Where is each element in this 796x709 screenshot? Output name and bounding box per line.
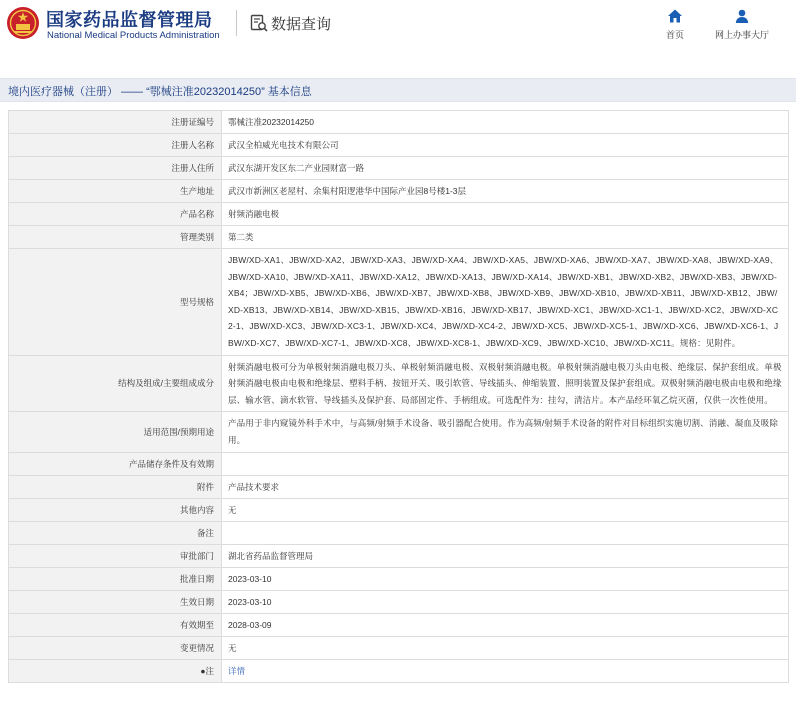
row-value: 武汉市新洲区老屋村、余集村阳逻港华中国际产业园8号楼1-3层 [222,180,789,203]
row-value: 无 [222,498,789,521]
row-label: 批准日期 [9,567,222,590]
row-label: 管理类别 [9,226,222,249]
bullet-icon: ● [200,665,206,676]
org-name-cn: 国家药品监督管理局 [46,10,213,30]
site-header [0,0,796,48]
table-row [9,157,789,180]
row-value: 射频消融电极可分为单极射频消融电极刀头、单极射频消融电极、双极射频消融电极。单极射频消融电极刀头由电极、绝缘层、保护套组成。单极射频消融电极由电极和绝缘层、塑料手柄、按钮开关、吸引软管、导线插头、伸缩装置、照明装置及保护套组成。双极射频消融电极由电极和绝缘层、输水管、滴水软管、导线插头及保护套、局部固定件、手柄组成。可选配件为：挂勾，清洁片。本产品经环氧乙烷灭菌，仅供一次性使用。 [222,355,789,412]
row-label: 生产地址 [9,180,222,203]
row-label: 结构及组成/主要组成成分 [9,355,222,412]
row-label: 变更情况 [9,636,222,659]
record-title-bar [0,78,796,102]
row-value: 武汉东湖开发区东二产业园财富一路 [222,157,789,180]
national-emblem-icon [6,6,40,40]
table-row [9,544,789,567]
row-value: 2023-03-10 [222,590,789,613]
row-value: 湖北省药品监督管理局 [222,544,789,567]
table-row [9,412,789,452]
registration-info-table [8,110,789,683]
table-row [9,521,789,544]
table-row [9,475,789,498]
row-label: 备注 [9,521,222,544]
row-value: 射频消融电极 [222,203,789,226]
note-value-cell [222,659,789,682]
table-row [9,613,789,636]
row-label: 审批部门 [9,544,222,567]
table-row [9,111,789,134]
table-row-note [9,659,789,682]
table-row [9,180,789,203]
row-value: 鄂械注准20232014250 [222,111,789,134]
header-divider [236,10,237,36]
row-value: 产品用于非内窥镜外科手术中，与高频/射频手术设备、吸引器配合使用。作为高频/射频手术设备的附件对目标组织实施切割、消融、凝血及吸除用。 [222,412,789,452]
nav-online-office-label: 网上办事大厅 [714,30,769,40]
document-search-icon [250,14,268,32]
row-value [222,452,789,475]
nav-home-label: 首页 [665,30,684,40]
table-row [9,636,789,659]
row-label: 适用范围/预期用途 [9,412,222,452]
nav-home-button[interactable] [656,8,694,41]
row-value: 2028-03-09 [222,613,789,636]
table-row [9,452,789,475]
row-value [222,521,789,544]
row-label: 产品名称 [9,203,222,226]
page-section-title: 数据查询 [271,16,332,33]
row-value: 无 [222,636,789,659]
row-value: 武汉全柏威光电技术有限公司 [222,134,789,157]
row-label: 有效期至 [9,613,222,636]
note-label: 注 [205,665,214,676]
table-row [9,203,789,226]
note-label-cell [9,659,222,682]
nav-online-office-button[interactable] [706,8,778,41]
row-value: 第二类 [222,226,789,249]
row-label: 其他内容 [9,498,222,521]
row-value: 2023-03-10 [222,567,789,590]
row-label: 注册证编号 [9,111,222,134]
table-row [9,134,789,157]
table-row [9,226,789,249]
row-value: 产品技术要求 [222,475,789,498]
row-label: 产品储存条件及有效期 [9,452,222,475]
row-label: 型号规格 [9,249,222,356]
details-link[interactable]: 详情 [228,665,246,676]
row-label: 注册人名称 [9,134,222,157]
user-icon [734,8,750,24]
row-label: 附件 [9,475,222,498]
table-row [9,498,789,521]
row-value: JBW/XD-XA1、JBW/XD-XA2、JBW/XD-XA3、JBW/XD-XA4、JBW/XD-XA5、JBW/XD-XA6、JBW/XD-XA7、JBW/XD-XA8、JBW/XD-XA9、JBW/XD-XA10、JBW/XD-XA11、JBW/XD-XA12、JBW/XD-XA13、JBW/XD-XA14、JBW/XD-XB1、JBW/XD-XB2、JBW/XD-XB3、JBW/XD-XB4；JBW/XD-XB5、JBW/XD-XB6、JBW/XD-XB7、JBW/XD-XB8、JBW/XD-XB9、JBW/XD-XB10、JBW/XD-XB11、JBW/XD-XB12、JBW/XD-XB13、JBW/XD-XB14、JBW/XD-XB15、JBW/XD-XB16、JBW/XD-XB17、JBW/XD-XC1、JBW/XD-XC1-1、JBW/XD-XC2、JBW/XD-XC2-1、JBW/XD-XC3、JBW/XD-XC3-1、JBW/XD-XC4、JBW/XD-XC4-2、JBW/XD-XC5、JBW/XD-XC5-1、JBW/XD-XC6、JBW/XD-XC6-1、JBW/XD-XC7、JBW/XD-XC7-1、JBW/XD-XC8、JBW/XD-XC8-1、JBW/XD-XC9、JBW/XD-XC10、JBW/XD-XC11。规格：见附件。 [222,249,789,356]
record-title: 境内医疗器械（注册） —— “鄂械注准20232014250” 基本信息 [8,86,312,98]
table-row [9,567,789,590]
home-icon [667,8,683,24]
row-label: 生效日期 [9,590,222,613]
table-row [9,355,789,412]
table-row [9,249,789,356]
table-row [9,590,789,613]
row-label: 注册人住所 [9,157,222,180]
org-name-en: National Medical Products Administration [47,30,220,41]
